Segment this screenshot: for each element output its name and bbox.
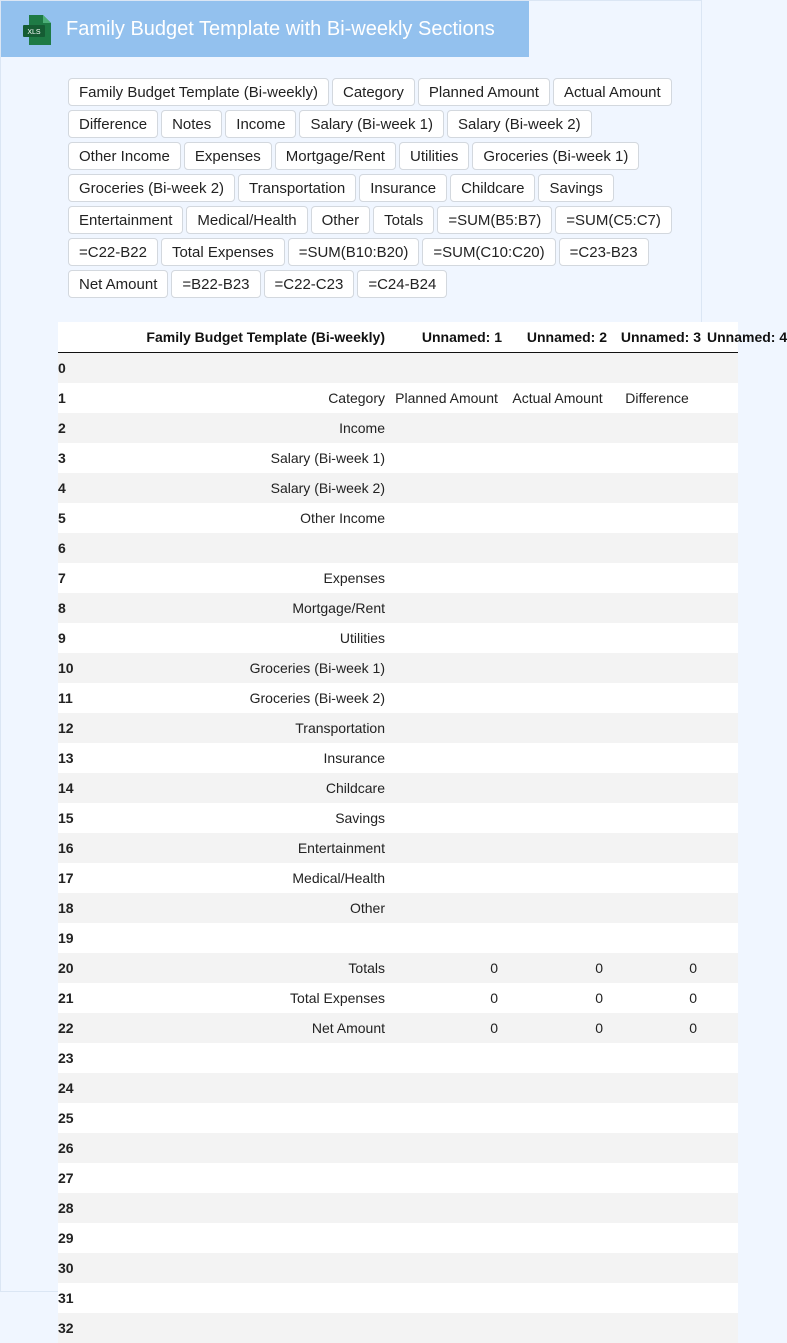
- table-cell[interactable]: Expenses: [78, 563, 391, 593]
- table-header-row: [58, 322, 738, 353]
- value-chip[interactable]: Category: [332, 78, 415, 106]
- table-cell[interactable]: [707, 1133, 738, 1163]
- table-cell[interactable]: [707, 353, 738, 384]
- table-row: [58, 533, 738, 563]
- table-cell[interactable]: [707, 743, 738, 773]
- row-index: 1: [58, 383, 78, 413]
- table-cell[interactable]: 0: [613, 1013, 707, 1043]
- table-cell[interactable]: [508, 803, 613, 833]
- column-header[interactable]: Unnamed: 1: [391, 322, 508, 353]
- table-cell[interactable]: [613, 1193, 707, 1223]
- value-chip[interactable]: Planned Amount: [418, 78, 550, 106]
- row-index: 12: [58, 713, 78, 743]
- value-chip[interactable]: =C22-C23: [264, 270, 355, 298]
- value-chip[interactable]: Medical/Health: [186, 206, 307, 234]
- row-index: 8: [58, 593, 78, 623]
- value-chip[interactable]: Salary (Bi-week 2): [447, 110, 592, 138]
- table-cell[interactable]: [391, 443, 508, 473]
- column-header[interactable]: Family Budget Template (Bi-weekly): [78, 322, 391, 353]
- table-cell[interactable]: [707, 953, 738, 983]
- table-cell[interactable]: [78, 1133, 391, 1163]
- table-cell[interactable]: Insurance: [78, 743, 391, 773]
- table-cell[interactable]: [391, 593, 508, 623]
- table-cell[interactable]: [613, 653, 707, 683]
- value-chip[interactable]: =SUM(B5:B7): [437, 206, 552, 234]
- table-cell[interactable]: [508, 923, 613, 953]
- value-chip[interactable]: =C22-B22: [68, 238, 158, 266]
- table-cell[interactable]: [707, 1103, 738, 1133]
- table-cell[interactable]: [707, 383, 738, 413]
- table-cell[interactable]: [508, 893, 613, 923]
- table-cell[interactable]: [707, 1253, 738, 1283]
- value-chip[interactable]: =SUM(B10:B20): [288, 238, 420, 266]
- table-cell[interactable]: [613, 1043, 707, 1073]
- table-cell[interactable]: [391, 833, 508, 863]
- table-cell[interactable]: [613, 713, 707, 743]
- data-table-container[interactable]: [58, 322, 787, 1336]
- table-cell[interactable]: [391, 1313, 508, 1343]
- row-index: 16: [58, 833, 78, 863]
- table-row: [58, 353, 738, 384]
- table-row: [58, 443, 738, 473]
- table-cell[interactable]: [78, 1193, 391, 1223]
- table-cell[interactable]: 0: [508, 1013, 613, 1043]
- table-cell[interactable]: [508, 593, 613, 623]
- table-cell[interactable]: [613, 833, 707, 863]
- row-index: 14: [58, 773, 78, 803]
- table-cell[interactable]: 0: [508, 953, 613, 983]
- value-chip[interactable]: Savings: [538, 174, 613, 202]
- table-cell[interactable]: [78, 923, 391, 953]
- table-cell[interactable]: 0: [613, 983, 707, 1013]
- table-cell[interactable]: [707, 683, 738, 713]
- table-cell[interactable]: [508, 623, 613, 653]
- table-cell[interactable]: [508, 743, 613, 773]
- table-cell[interactable]: Totals: [78, 953, 391, 983]
- value-chip[interactable]: Insurance: [359, 174, 447, 202]
- table-cell[interactable]: [391, 683, 508, 713]
- table-cell[interactable]: [508, 713, 613, 743]
- table-cell[interactable]: [508, 413, 613, 443]
- table-cell[interactable]: [508, 533, 613, 563]
- table-cell[interactable]: [78, 1043, 391, 1073]
- table-cell[interactable]: [613, 683, 707, 713]
- table-row: [58, 1163, 738, 1193]
- table-cell[interactable]: [613, 1313, 707, 1343]
- page-title: Family Budget Template with Bi-weekly Sections: [66, 18, 495, 40]
- row-index: 15: [58, 803, 78, 833]
- table-cell[interactable]: [613, 1163, 707, 1193]
- value-chip[interactable]: Groceries (Bi-week 1): [472, 142, 639, 170]
- table-cell[interactable]: [613, 413, 707, 443]
- table-cell[interactable]: [391, 803, 508, 833]
- table-cell[interactable]: [391, 653, 508, 683]
- table-cell[interactable]: Childcare: [78, 773, 391, 803]
- table-cell[interactable]: [508, 473, 613, 503]
- table-row: [58, 593, 738, 623]
- row-index: 21: [58, 983, 78, 1013]
- table-cell[interactable]: [508, 503, 613, 533]
- table-row: [58, 683, 738, 713]
- row-index: 28: [58, 1193, 78, 1223]
- row-index: 13: [58, 743, 78, 773]
- table-row: [58, 653, 738, 683]
- table-cell[interactable]: [707, 1013, 738, 1043]
- table-cell[interactable]: [613, 923, 707, 953]
- table-cell[interactable]: [613, 1283, 707, 1313]
- row-index: 5: [58, 503, 78, 533]
- value-chip[interactable]: Childcare: [450, 174, 535, 202]
- value-chip[interactable]: Notes: [161, 110, 222, 138]
- table-cell[interactable]: [707, 863, 738, 893]
- table-cell[interactable]: [707, 413, 738, 443]
- table-cell[interactable]: Medical/Health: [78, 863, 391, 893]
- row-index: 24: [58, 1073, 78, 1103]
- table-cell[interactable]: [391, 533, 508, 563]
- value-chip[interactable]: Difference: [68, 110, 158, 138]
- table-cell[interactable]: Other Income: [78, 503, 391, 533]
- table-cell[interactable]: [508, 773, 613, 803]
- value-chip[interactable]: Entertainment: [68, 206, 183, 234]
- table-row: [58, 623, 738, 653]
- table-row: [58, 503, 738, 533]
- table-cell[interactable]: [613, 623, 707, 653]
- table-cell[interactable]: [508, 833, 613, 863]
- table-cell[interactable]: [707, 1163, 738, 1193]
- table-cell[interactable]: 0: [508, 983, 613, 1013]
- value-chip[interactable]: Other: [311, 206, 371, 234]
- value-chip[interactable]: Other Income: [68, 142, 181, 170]
- value-chip[interactable]: Groceries (Bi-week 2): [68, 174, 235, 202]
- table-cell[interactable]: Actual Amount: [508, 383, 613, 413]
- table-cell[interactable]: [391, 1103, 508, 1133]
- row-index: 25: [58, 1103, 78, 1133]
- row-index: 30: [58, 1253, 78, 1283]
- table-cell[interactable]: [508, 1073, 613, 1103]
- value-chip[interactable]: Transportation: [238, 174, 356, 202]
- table-cell[interactable]: [78, 533, 391, 563]
- table-cell[interactable]: [391, 713, 508, 743]
- table-cell[interactable]: Difference: [613, 383, 707, 413]
- spreadsheet-file-icon: [23, 15, 51, 45]
- table-cell[interactable]: Category: [78, 383, 391, 413]
- table-cell[interactable]: Entertainment: [78, 833, 391, 863]
- table-cell[interactable]: [391, 893, 508, 923]
- table-row: [58, 1043, 738, 1073]
- table-cell[interactable]: [391, 1223, 508, 1253]
- table-row: [58, 563, 738, 593]
- row-index: 19: [58, 923, 78, 953]
- table-cell[interactable]: [707, 653, 738, 683]
- table-cell[interactable]: [391, 563, 508, 593]
- svg-text:XLS: XLS: [27, 29, 41, 36]
- table-cell[interactable]: [707, 1313, 738, 1343]
- table-row: [58, 803, 738, 833]
- table-cell[interactable]: [508, 563, 613, 593]
- table-cell[interactable]: [508, 353, 613, 384]
- row-index: 31: [58, 1283, 78, 1313]
- table-row: [58, 1223, 738, 1253]
- row-index: 7: [58, 563, 78, 593]
- table-cell[interactable]: [78, 1073, 391, 1103]
- value-chip[interactable]: Salary (Bi-week 1): [299, 110, 444, 138]
- table-cell[interactable]: [613, 1103, 707, 1133]
- table-row: [58, 743, 738, 773]
- table-cell[interactable]: [707, 1043, 738, 1073]
- row-index: 0: [58, 353, 78, 384]
- table-cell[interactable]: [508, 1133, 613, 1163]
- table-cell[interactable]: 0: [613, 953, 707, 983]
- table-cell[interactable]: [707, 473, 738, 503]
- table-row: [58, 473, 738, 503]
- table-cell[interactable]: [78, 1163, 391, 1193]
- data-table: [58, 322, 787, 1343]
- table-cell[interactable]: [613, 473, 707, 503]
- table-row: [58, 1103, 738, 1133]
- table-cell[interactable]: [508, 1163, 613, 1193]
- table-row: [58, 1013, 738, 1043]
- table-cell[interactable]: [391, 1283, 508, 1313]
- value-chip[interactable]: Mortgage/Rent: [275, 142, 396, 170]
- table-cell[interactable]: [707, 1283, 738, 1313]
- row-index: 3: [58, 443, 78, 473]
- table-cell[interactable]: [78, 1253, 391, 1283]
- value-chip[interactable]: Family Budget Template (Bi-weekly): [68, 78, 329, 106]
- table-cell[interactable]: [707, 533, 738, 563]
- table-cell[interactable]: [508, 1253, 613, 1283]
- table-cell[interactable]: [613, 1133, 707, 1163]
- table-cell[interactable]: [391, 1163, 508, 1193]
- table-cell[interactable]: [391, 353, 508, 384]
- value-chip[interactable]: Actual Amount: [553, 78, 672, 106]
- table-cell[interactable]: [508, 1283, 613, 1313]
- table-cell[interactable]: [78, 1283, 391, 1313]
- table-cell[interactable]: [707, 563, 738, 593]
- column-header[interactable]: Unnamed: 4: [707, 322, 738, 353]
- table-cell[interactable]: Income: [78, 413, 391, 443]
- table-cell[interactable]: [391, 623, 508, 653]
- table-cell[interactable]: [391, 1043, 508, 1073]
- table-cell[interactable]: Net Amount: [78, 1013, 391, 1043]
- table-cell[interactable]: [613, 533, 707, 563]
- table-cell[interactable]: [707, 593, 738, 623]
- row-index: 32: [58, 1313, 78, 1343]
- row-index: 17: [58, 863, 78, 893]
- table-cell[interactable]: [508, 1043, 613, 1073]
- value-chip[interactable]: =SUM(C10:C20): [422, 238, 555, 266]
- table-cell[interactable]: [391, 1193, 508, 1223]
- table-cell[interactable]: Utilities: [78, 623, 391, 653]
- value-chip[interactable]: Expenses: [184, 142, 272, 170]
- row-index: 29: [58, 1223, 78, 1253]
- table-cell[interactable]: [613, 743, 707, 773]
- table-cell[interactable]: [391, 923, 508, 953]
- row-index: 4: [58, 473, 78, 503]
- table-cell[interactable]: [508, 683, 613, 713]
- row-index: 2: [58, 413, 78, 443]
- table-cell[interactable]: [391, 1073, 508, 1103]
- table-cell[interactable]: [391, 503, 508, 533]
- table-row: [58, 1073, 738, 1103]
- table-cell[interactable]: [707, 983, 738, 1013]
- value-chip[interactable]: Utilities: [399, 142, 469, 170]
- table-row: [58, 773, 738, 803]
- row-index: 10: [58, 653, 78, 683]
- table-cell[interactable]: [613, 353, 707, 384]
- table-cell[interactable]: Salary (Bi-week 1): [78, 443, 391, 473]
- table-cell[interactable]: [391, 1133, 508, 1163]
- column-header[interactable]: Unnamed: 2: [508, 322, 613, 353]
- table-cell[interactable]: [707, 1073, 738, 1103]
- table-cell[interactable]: [508, 1193, 613, 1223]
- value-chip[interactable]: =SUM(C5:C7): [555, 206, 672, 234]
- table-row: [58, 1133, 738, 1163]
- table-cell[interactable]: [707, 893, 738, 923]
- table-row: [58, 833, 738, 863]
- table-cell[interactable]: [613, 803, 707, 833]
- table-cell[interactable]: Groceries (Bi-week 2): [78, 683, 391, 713]
- table-row: [58, 1193, 738, 1223]
- table-cell[interactable]: [508, 1313, 613, 1343]
- value-chip[interactable]: Net Amount: [68, 270, 168, 298]
- row-index: 11: [58, 683, 78, 713]
- row-index: 27: [58, 1163, 78, 1193]
- table-cell[interactable]: [613, 593, 707, 623]
- table-row: [58, 893, 738, 923]
- table-row: [58, 383, 738, 413]
- table-cell[interactable]: [707, 713, 738, 743]
- table-row: [58, 1283, 738, 1313]
- table-cell[interactable]: [613, 773, 707, 803]
- table-cell[interactable]: [707, 803, 738, 833]
- table-cell[interactable]: Other: [78, 893, 391, 923]
- title-bar: [1, 1, 529, 57]
- table-cell[interactable]: [707, 623, 738, 653]
- table-cell[interactable]: Transportation: [78, 713, 391, 743]
- table-cell[interactable]: [391, 773, 508, 803]
- table-row: [58, 713, 738, 743]
- value-chip[interactable]: Total Expenses: [161, 238, 285, 266]
- table-cell[interactable]: 0: [391, 953, 508, 983]
- table-cell[interactable]: 0: [391, 983, 508, 1013]
- row-index: 20: [58, 953, 78, 983]
- value-chip[interactable]: =B22-B23: [171, 270, 260, 298]
- table-cell[interactable]: [707, 923, 738, 953]
- table-cell[interactable]: Planned Amount: [391, 383, 508, 413]
- value-chip[interactable]: =C24-B24: [357, 270, 447, 298]
- value-chip[interactable]: =C23-B23: [559, 238, 649, 266]
- row-index: 6: [58, 533, 78, 563]
- table-cell[interactable]: [707, 1193, 738, 1223]
- table-row: [58, 923, 738, 953]
- table-cell[interactable]: [613, 893, 707, 923]
- table-cell[interactable]: [613, 1253, 707, 1283]
- table-cell[interactable]: Groceries (Bi-week 1): [78, 653, 391, 683]
- table-cell[interactable]: [613, 1073, 707, 1103]
- index-header: [58, 322, 78, 353]
- table-cell[interactable]: [613, 443, 707, 473]
- table-cell[interactable]: 0: [391, 1013, 508, 1043]
- table-cell[interactable]: [391, 413, 508, 443]
- table-cell[interactable]: [613, 863, 707, 893]
- table-cell[interactable]: [78, 1103, 391, 1133]
- table-row: [58, 983, 738, 1013]
- table-cell[interactable]: [508, 443, 613, 473]
- table-cell[interactable]: [78, 1223, 391, 1253]
- table-cell[interactable]: [391, 863, 508, 893]
- table-cell[interactable]: [613, 503, 707, 533]
- table-cell[interactable]: [508, 1103, 613, 1133]
- table-cell[interactable]: [613, 563, 707, 593]
- table-cell[interactable]: [78, 1313, 391, 1343]
- table-row: [58, 953, 738, 983]
- column-value-chips: [68, 78, 702, 302]
- table-cell[interactable]: Total Expenses: [78, 983, 391, 1013]
- table-cell[interactable]: [78, 353, 391, 384]
- row-index: 22: [58, 1013, 78, 1043]
- row-index: 18: [58, 893, 78, 923]
- table-cell[interactable]: Savings: [78, 803, 391, 833]
- row-index: 23: [58, 1043, 78, 1073]
- table-row: [58, 413, 738, 443]
- table-row: [58, 1313, 738, 1343]
- table-cell[interactable]: [508, 863, 613, 893]
- row-index: 9: [58, 623, 78, 653]
- table-cell[interactable]: [707, 1223, 738, 1253]
- table-cell[interactable]: [707, 833, 738, 863]
- column-header[interactable]: Unnamed: 3: [613, 322, 707, 353]
- row-index: 26: [58, 1133, 78, 1163]
- value-chip[interactable]: Income: [225, 110, 296, 138]
- table-row: [58, 863, 738, 893]
- value-chip[interactable]: Totals: [373, 206, 434, 234]
- table-cell[interactable]: [391, 743, 508, 773]
- table-cell[interactable]: [707, 443, 738, 473]
- table-cell[interactable]: [707, 503, 738, 533]
- table-cell[interactable]: [391, 1253, 508, 1283]
- table-cell[interactable]: [391, 473, 508, 503]
- table-cell[interactable]: Salary (Bi-week 2): [78, 473, 391, 503]
- table-cell[interactable]: [613, 1223, 707, 1253]
- table-cell[interactable]: [508, 653, 613, 683]
- table-cell[interactable]: Mortgage/Rent: [78, 593, 391, 623]
- table-cell[interactable]: [508, 1223, 613, 1253]
- table-row: [58, 1253, 738, 1283]
- table-cell[interactable]: [707, 773, 738, 803]
